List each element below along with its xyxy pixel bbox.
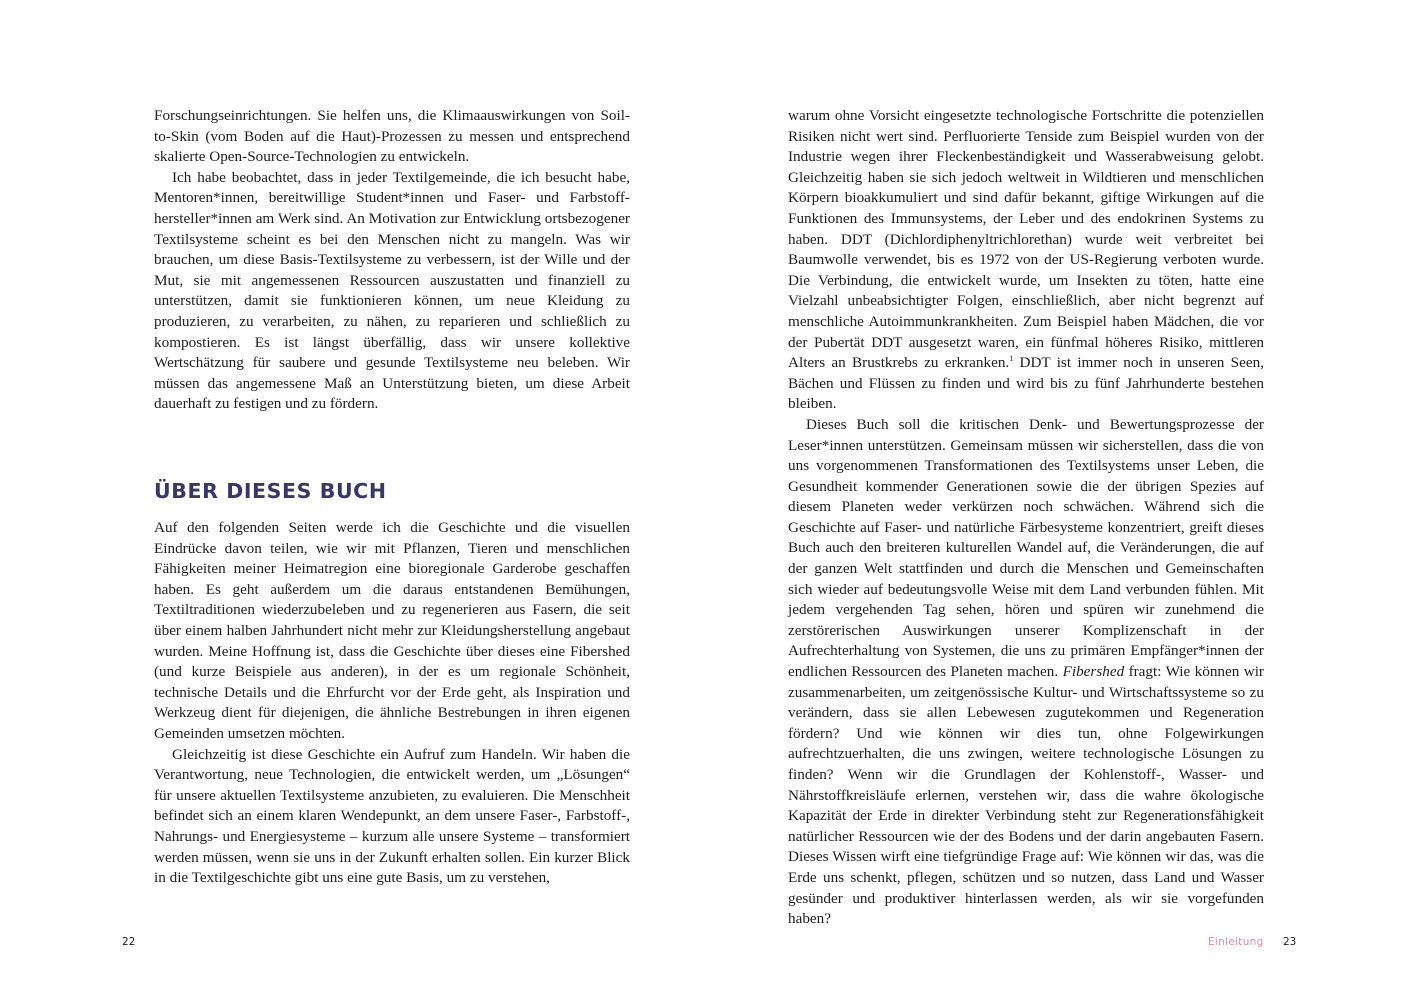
left-column-top	[154, 106, 630, 415]
paragraph	[788, 415, 1264, 930]
page-number-right: 23	[1283, 936, 1297, 948]
paragraph: Forschungseinrichtungen. Sie helfen uns, die Klimaauswirkungen von Soil-to-Skin (vom Boden auf die Haut)-Prozessen zu messen und entsprechend skalierte Open-Source-Technologien zu entwickeln.	[154, 107, 630, 166]
paragraph: Ich habe beobachtet, dass in jeder Textilgemeinde, die ich besucht habe, Mentoren*innen, bereitwillige Student*innen und Faser- und Farbstoff-hersteller*innen am Werk sind. An Motivation zur Entwicklung ortsbezogener Textilsysteme scheint es bei den Menschen nicht zu mangeln. Was wir brauchen, um diese Basis-Textilsysteme zu verbessern, ist der Wille und der Mut, sie mit angemessenen Ressourcen auszustatten und finanziell zu unterstützen, damit sie funktionieren können, um neue Kleidung zu produzieren, zu verarbeiten, zu nähen, zu reparieren und schließlich zu kompostieren. Es ist längst überfällig, dass wir unsere kollektive Wertschätzung für saubere und gesunde Textilsysteme neu beleben. Wir müssen das angemessene Maß an Unterstützung bieten, um diese Arbeit dauerhaft zu festigen und zu fördern.	[154, 168, 630, 413]
paragraph-text: DDT ist immer noch in unseren Seen, Bächen und Flüssen zu finden und wird bis zu fünf Jahrhunderte bestehen bleiben.	[788, 354, 1264, 413]
paragraph: Auf den folgenden Seiten werde ich die Geschichte und die visuellen Eindrücke davon teilen, wie wir mit Pflanzen, Tieren und menschlichen Fähigkeiten meiner Heimatregion eine bioregionale Garderobe geschaffen haben. Es geht außerdem um die daraus entstandenen Bemühungen, Textiltraditionen wiederzubeleben und zu regenerieren aus Fasern, die seit über einem halben Jahrhundert nicht mehr zur Kleidungsherstellung angebaut wurden. Meine Hoffnung ist, dass die Geschichte über dieses eine Fibershed (und kurze Beispiele aus anderen), in der es um regionale Schönheit, technische Details und die Ehrfurcht vor der Erde geht, als Inspiration und Werkzeug dient für diejenigen, die ähnliche Bestrebungen in ihren eigenen Gemeinden umsetzen möchten.	[154, 519, 630, 742]
paragraph-text: Dieses Buch soll die kritischen Denk- und Bewertungsprozesse der Leser*innen unterstützen. Gemeinsam müssen wir sicherstellen, dass die von uns vorgenommenen Transformationen des Textilsystems unser Leben, die Gesundheit kommender Generationen sowie die der übrigen Spezies auf diesem Planeten weder verkürzen noch schwächen. Während sich die Geschichte auf Faser- und natürliche Färbesysteme konzentriert, greift dieses Buch auch den breiteren kulturellen Wandel auf, die Veränderungen, die auf der ganzen Welt stattfinden und durch die Menschen und Gemeinschaften sich wieder auf bedeutungsvolle Weise mit dem Land verbunden fühlen. Mit jedem vergehenden Tag sehen, hören und spüren wir zunehmend die zerstörerischen Auswirkungen unserer Komplizenschaft in der Aufrechterhaltung von Systemen, die uns zu primären Empfänger*innen der endlichen Ressourcen des Planeten machen.	[788, 415, 1264, 681]
right-page	[708, 0, 1417, 1000]
paragraph-text: warum ohne Vorsicht eingesetzte technologische Fortschritte die potenziellen Risiken nicht wert sind. Perfluorierte Tenside zum Beispiel wurden von der Industrie wegen ihrer Fleckenbeständigkeit und Wasserabweisung gelobt. Gleichzeitig haben sie sich jedoch weltweit in Wildtieren und menschlichen Körpern bioakkumuliert und sind dafür bekannt, giftige Wirkungen auf die Funktionen des Immunsystems, der Leber und des endokrinen Systems zu haben. DDT (Dichlordiphenyltrichlorethan) wurde weit verbreitet bei Baumwolle verwendet, bis es 1972 von der US-Regierung verboten wurde. Die Verbindung, die entwickelt wurde, um Insekten zu töten, hatte eine Vielzahl unbeabsichtigter Folgen, einschließlich, aber nicht begrenzt auf menschliche Autoimmunkrankheiten. Zum Beispiel haben Mädchen, die vor der Pubertät DDT ausgesetzt waren, ein fünfmal höheres Risiko, mittleren Alters an Brustkrebs zu erkranken.	[788, 107, 1264, 372]
left-page	[0, 0, 708, 1000]
section-heading: ÜBER DIESES BUCH	[154, 479, 387, 503]
footnote-ref: 1	[1009, 354, 1014, 364]
paragraph-text: fragt: Wie können wir zusammenarbeiten, um zeitgenössische Kultur- und Wirtschaftssysteme so zu verändern, dass sie allen Lebewesen zugutekommen und Regeneration fördern? Und wie können wir dies tun, ohne Folgewirkungen aufrechtzuerhalten, die uns zwingen, weitere technologische Lösungen zu finden? Wenn wir die Grundlagen der Kohlenstoff-, Wasser- und Nährstoffkreisläufe erlernen, verstehen wir, dass die wahre ökologische Kapazität der Erde in direkter Verbindung steht zur Regenerationsfähigkeit natürlicher Ressourcen wie der des Bodens und der darin angebauten Fasern. Dieses Wissen wirft eine tiefgründige Frage auf: Wie können wir das, was die Erde uns schenkt, pflegen, schützen und so nutzen, dass Land und Wasser gesünder und produktiver hinterlassen werden, als wir sie vorgefunden haben?	[788, 663, 1264, 928]
running-head: Einleitung	[1208, 936, 1264, 948]
right-column	[788, 106, 1264, 930]
paragraph: Gleichzeitig ist diese Geschichte ein Aufruf zum Handeln. Wir haben die Verantwortung, neue Technologien, die entwickelt werden, um „Lösungen“ für unsere aktuellen Textilsysteme anzubieten, zu evaluieren. Die Menschheit befindet sich an einem klaren Wendepunkt, an dem unsere Faser-, Farbstoff-, Nahrungs- und Energiesysteme – kurzum alle unsere Systeme – transformiert werden müssen, wenn sie uns in der Zukunft erhalten sollen. Ein kurzer Blick in die Textilgeschichte gibt uns eine gute Basis, um zu verstehen,	[154, 745, 630, 887]
italic-term: Fibershed	[1062, 663, 1125, 681]
page-number-left: 22	[122, 936, 136, 948]
paragraph	[788, 106, 1264, 415]
left-column-bottom	[154, 518, 630, 889]
